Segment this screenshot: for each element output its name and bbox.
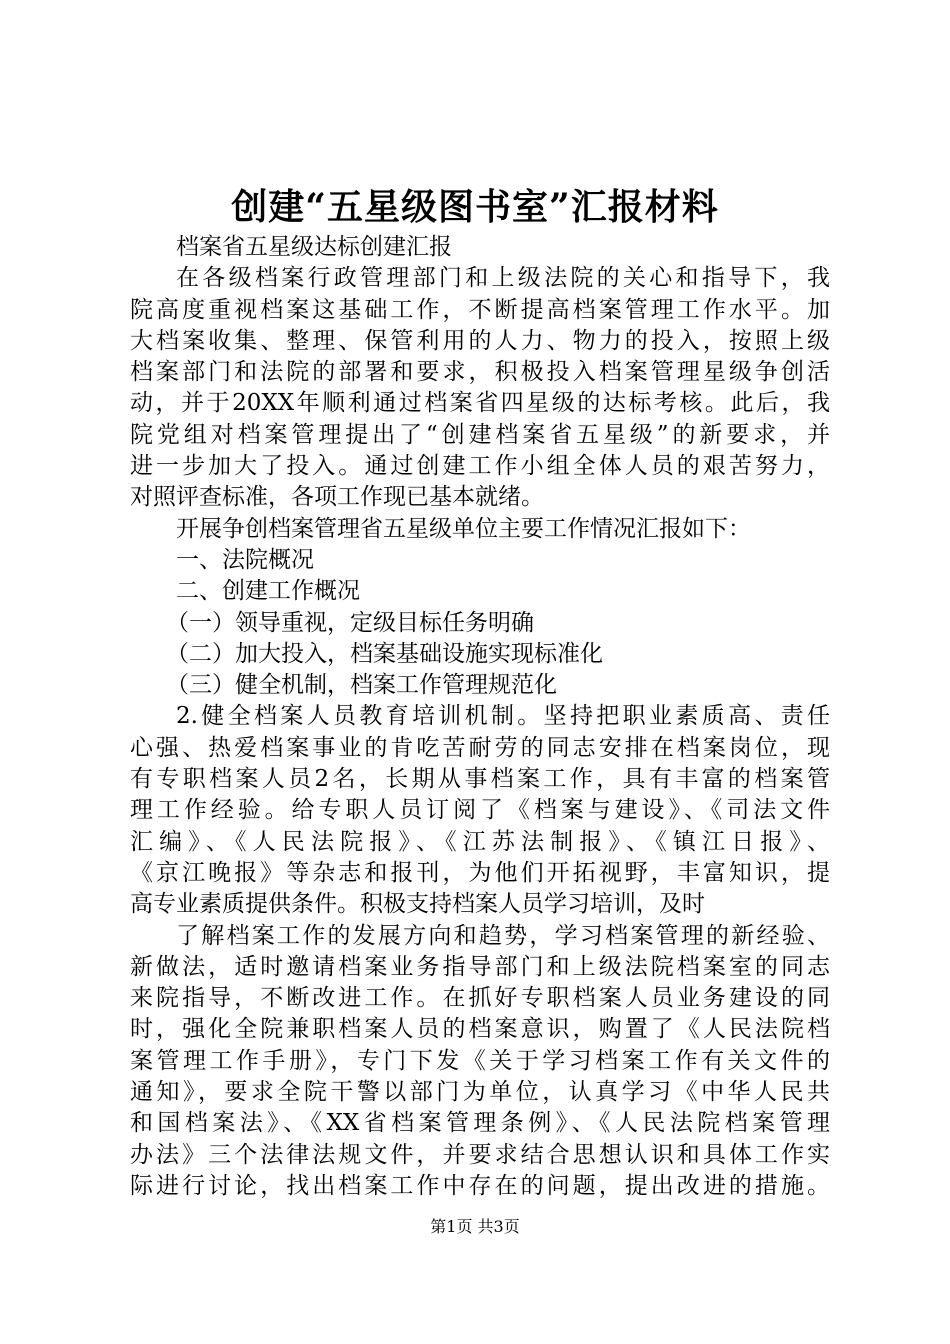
text-line: 对照评查标准，各项工作现已基本就绪。: [130, 484, 544, 511]
text-line: 大档案收集、整理、保管利用的人力、物力的投入，按照上级: [130, 327, 830, 354]
text-line: 理工作经验。给专职人员订阅了《档案与建设》、《司法文件: [130, 797, 830, 824]
text-line: 开展争创档案管理省五星级单位主要工作情况汇报如下：: [176, 515, 751, 542]
text-line: 新做法，适时邀请档案业务指导部门和上级法院档案室的同志: [130, 953, 830, 980]
document-title: 创建“五星级图书室”汇报材料: [231, 186, 719, 228]
text-line: 2.健全档案人员教育培训机制。坚持把职业素质高、责任: [176, 703, 830, 730]
text-line: 来院指导，不断改进工作。在抓好专职档案人员业务建设的同: [130, 985, 830, 1012]
text-line: 汇编》、《人民法院报》、《江苏法制报》、《镇江日报》、: [130, 828, 830, 855]
text-line: 际进行讨论，找出档案工作中存在的问题，提出改进的措施。: [130, 1172, 830, 1199]
text-line: 《京江晚报》等杂志和报刊，为他们开拓视野，丰富知识，提: [130, 859, 830, 886]
text-line: 二、创建工作概况: [176, 578, 360, 605]
text-line: 在各级档案行政管理部门和上级法院的关心和指导下，我: [176, 265, 830, 292]
text-line: 院党组对档案管理提出了“创建档案省五星级”的新要求，并: [130, 421, 830, 448]
text-line: 时，强化全院兼职档案人员的档案意识，购置了《人民法院档: [130, 1016, 830, 1043]
text-line: 通知》，要求全院干警以部门为单位，认真学习《中华人民共: [130, 1079, 830, 1106]
document-body: [130, 232, 830, 1202]
text-line: 动，并于20XX年顺利通过档案省四星级的达标考核。此后，我: [130, 390, 830, 417]
page-footer: 第1页 共3页: [430, 1217, 520, 1236]
text-line: 和国档案法》、《XX省档案管理条例》、《人民法院档案管理: [130, 1110, 830, 1137]
text-line: 档案省五星级达标创建汇报: [176, 234, 452, 260]
text-line: （二）加大投入，档案基础设施实现标准化: [166, 640, 603, 667]
text-line: 有专职档案人员2名，长期从事档案工作，具有丰富的档案管: [130, 766, 830, 793]
text-line: 档案部门和法院的部署和要求，积极投入档案管理星级争创活: [130, 359, 830, 386]
text-line: 院高度重视档案这基础工作，不断提高档案管理工作水平。加: [130, 296, 830, 323]
text-line: （一）领导重视，定级目标任务明确: [166, 609, 534, 636]
text-line: 案管理工作手册》，专门下发《关于学习档案工作有关文件的: [130, 1047, 830, 1074]
text-line: 办法》三个法律法规文件，并要求结合思想认识和具体工作实: [130, 1141, 830, 1168]
text-line: 了解档案工作的发展方向和趋势，学习档案管理的新经验、: [176, 922, 830, 949]
text-line: 高专业素质提供条件。积极支持档案人员学习培训，及时: [130, 891, 705, 918]
text-line: 一、法院概况: [176, 546, 314, 573]
text-line: 进一步加大了投入。通过创建工作小组全体人员的艰苦努力，: [130, 453, 830, 480]
text-line: 心强、热爱档案事业的肯吃苦耐劳的同志安排在档案岗位，现: [130, 734, 830, 761]
text-line: （三）健全机制，档案工作管理规范化: [166, 672, 557, 699]
